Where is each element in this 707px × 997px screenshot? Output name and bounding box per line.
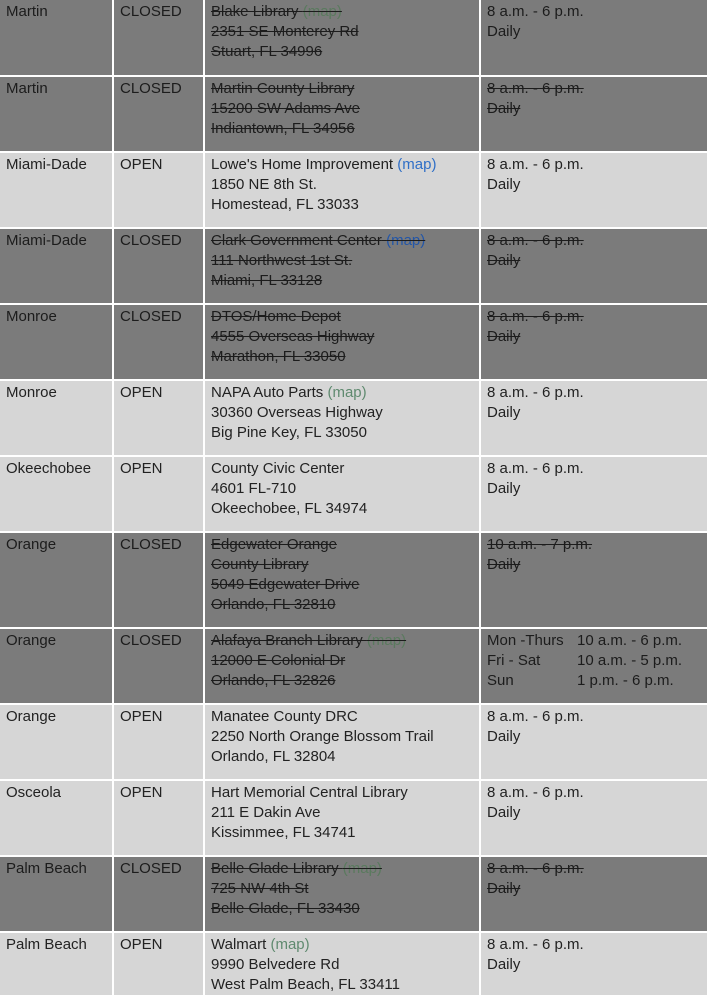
address-line: 2351 SE Monterey Rd: [211, 23, 359, 40]
address-line: County Library: [211, 556, 309, 573]
hours-line: Daily: [487, 556, 521, 573]
location-name: NAPA Auto Parts: [211, 384, 324, 401]
county-cell: Palm Beach: [0, 932, 113, 996]
hours-line: 8 a.m. - 6 p.m.: [487, 308, 584, 325]
location-cell: [204, 456, 480, 532]
table-row: [0, 228, 707, 304]
hours-cell: [480, 380, 707, 456]
table-row: [0, 704, 707, 780]
location-name-line: [211, 79, 473, 99]
location-name-line: [211, 307, 473, 327]
map-link[interactable]: (map): [270, 936, 310, 953]
hours-cell: [480, 76, 707, 152]
hours-cell: [480, 304, 707, 380]
table-row: [0, 456, 707, 532]
location-name: Martin County Library: [211, 80, 355, 97]
hours-row: [487, 651, 701, 671]
address-line: West Palm Beach, FL 33411: [211, 976, 400, 993]
location-name: Alafaya Branch Library: [211, 632, 367, 649]
county-cell: Okeechobee: [0, 456, 113, 532]
address-line: 30360 Overseas Highway: [211, 404, 383, 421]
location-name-line: [211, 155, 473, 175]
map-link[interactable]: (map): [302, 3, 342, 20]
hours-cell: [480, 704, 707, 780]
address-line: Orlando, FL 32810: [211, 596, 336, 613]
hours-day: Fri - Sat: [487, 652, 541, 669]
hours-line: Daily: [487, 480, 521, 497]
location-name: Clark Government Center: [211, 232, 382, 249]
address-line: Big Pine Key, FL 33050: [211, 424, 367, 441]
address-line: 4601 FL-710: [211, 480, 297, 497]
location-name-line: [211, 935, 473, 955]
address-line: Miami, FL 33128: [211, 272, 323, 289]
table-row: [0, 628, 707, 704]
location-name: Belle Glade Library: [211, 860, 343, 877]
status-cell: CLOSED: [113, 0, 204, 76]
map-link[interactable]: (map): [342, 860, 382, 877]
table-row: [0, 76, 707, 152]
location-cell: [204, 780, 480, 856]
address-line: Homestead, FL 33033: [211, 196, 359, 213]
county-cell: Osceola: [0, 780, 113, 856]
hours-line: 8 a.m. - 6 p.m.: [487, 936, 584, 953]
county-cell: Martin: [0, 76, 113, 152]
county-cell: Orange: [0, 628, 113, 704]
address-line: 4555 Overseas Highway: [211, 328, 375, 345]
table-row: [0, 380, 707, 456]
hours-line: Daily: [487, 176, 521, 193]
location-name: Walmart: [211, 936, 267, 953]
location-name: Lowe's Home Improvement: [211, 156, 394, 173]
address-line: Orlando, FL 32804: [211, 748, 336, 765]
hours-line: 8 a.m. - 6 p.m.: [487, 384, 584, 401]
table-row: [0, 780, 707, 856]
location-name-line: [211, 859, 473, 879]
hours-cell: [480, 780, 707, 856]
hours-day: Sun: [487, 672, 514, 689]
status-cell: CLOSED: [113, 76, 204, 152]
location-name: Blake Library: [211, 3, 299, 20]
location-name-line: [211, 2, 473, 22]
hours-cell: [480, 532, 707, 628]
location-name-line: [211, 783, 473, 803]
hours-line: Daily: [487, 100, 521, 117]
county-cell: Palm Beach: [0, 856, 113, 932]
map-link[interactable]: (map): [386, 232, 426, 249]
status-cell: OPEN: [113, 932, 204, 996]
county-cell: Orange: [0, 704, 113, 780]
hours-cell: [480, 456, 707, 532]
location-cell: [204, 932, 480, 996]
address-line: 2250 North Orange Blossom Trail: [211, 728, 434, 745]
table-row: [0, 304, 707, 380]
hours-cell: [480, 228, 707, 304]
hours-line: 8 a.m. - 6 p.m.: [487, 3, 584, 20]
hours-time: 1 p.m. - 6 p.m.: [577, 672, 674, 689]
location-cell: [204, 704, 480, 780]
status-cell: CLOSED: [113, 532, 204, 628]
hours-line: Daily: [487, 880, 521, 897]
hours-line: 10 a.m. - 7 p.m.: [487, 536, 593, 553]
table-row: [0, 152, 707, 228]
hours-day: Mon -Thurs: [487, 632, 564, 649]
hours-line: 8 a.m. - 6 p.m.: [487, 232, 584, 249]
hours-line: Daily: [487, 404, 521, 421]
county-cell: Monroe: [0, 380, 113, 456]
location-cell: [204, 76, 480, 152]
hours-time: 10 a.m. - 6 p.m.: [577, 632, 683, 649]
address-line: Kissimmee, FL 34741: [211, 824, 356, 841]
location-name: DTOS/Home Depot: [211, 308, 341, 325]
status-cell: CLOSED: [113, 856, 204, 932]
location-cell: [204, 856, 480, 932]
location-name-line: [211, 231, 473, 251]
hours-line: 8 a.m. - 6 p.m.: [487, 156, 584, 173]
location-name: Manatee County DRC: [211, 708, 358, 725]
status-cell: OPEN: [113, 780, 204, 856]
county-cell: Monroe: [0, 304, 113, 380]
hours-line: Daily: [487, 804, 521, 821]
hours-cell: [480, 0, 707, 76]
location-name-line: [211, 383, 473, 403]
location-name-line: [211, 459, 473, 479]
hours-cell: [480, 152, 707, 228]
status-cell: CLOSED: [113, 304, 204, 380]
hours-cell: [480, 856, 707, 932]
county-cell: Martin: [0, 0, 113, 76]
table-row: [0, 856, 707, 932]
status-cell: CLOSED: [113, 628, 204, 704]
status-cell: OPEN: [113, 704, 204, 780]
address-line: Indiantown, FL 34956: [211, 120, 355, 137]
address-line: Marathon, FL 33050: [211, 348, 346, 365]
address-line: 5049 Edgewater Drive: [211, 576, 360, 593]
location-cell: [204, 304, 480, 380]
hours-row: [487, 671, 701, 691]
location-cell: [204, 628, 480, 704]
address-line: 1850 NE 8th St.: [211, 176, 317, 193]
hours-line: 8 a.m. - 6 p.m.: [487, 708, 584, 725]
hours-line: Daily: [487, 728, 521, 745]
location-name-line: [211, 631, 473, 651]
county-cell: Miami-Dade: [0, 152, 113, 228]
hours-line: 8 a.m. - 6 p.m.: [487, 80, 584, 97]
location-cell: [204, 0, 480, 76]
address-line: Stuart, FL 34996: [211, 43, 323, 60]
address-line: 12000 E Colonial Dr: [211, 652, 346, 669]
status-cell: CLOSED: [113, 228, 204, 304]
location-cell: [204, 532, 480, 628]
address-line: 15200 SW Adams Ave: [211, 100, 360, 117]
location-name-line: [211, 535, 473, 555]
hours-cell: [480, 628, 707, 704]
address-line: 211 E Dakin Ave: [211, 804, 321, 821]
hours-time: 10 a.m. - 5 p.m.: [577, 652, 683, 669]
location-cell: [204, 152, 480, 228]
table-row: [0, 932, 707, 996]
status-cell: OPEN: [113, 380, 204, 456]
address-line: Okeechobee, FL 34974: [211, 500, 368, 517]
hours-cell: [480, 932, 707, 996]
location-name: County Civic Center: [211, 460, 345, 477]
location-name-line: [211, 707, 473, 727]
location-name: Hart Memorial Central Library: [211, 784, 408, 801]
hours-line: Daily: [487, 252, 521, 269]
address-line: 725 NW 4th St: [211, 880, 309, 897]
hours-row: [487, 631, 701, 651]
hours-line: 8 a.m. - 6 p.m.: [487, 860, 584, 877]
location-cell: [204, 380, 480, 456]
hours-line: Daily: [487, 956, 521, 973]
hours-line: Daily: [487, 328, 521, 345]
table-row: [0, 532, 707, 628]
table-row: [0, 0, 707, 76]
status-cell: OPEN: [113, 152, 204, 228]
address-line: 111 Northwest 1st St.: [211, 252, 353, 269]
address-line: 9990 Belvedere Rd: [211, 956, 340, 973]
map-link[interactable]: (map): [397, 156, 437, 173]
address-line: Belle Glade, FL 33430: [211, 900, 360, 917]
hours-line: 8 a.m. - 6 p.m.: [487, 460, 584, 477]
location-name: Edgewater Orange: [211, 536, 337, 553]
map-link[interactable]: (map): [366, 632, 407, 649]
county-cell: Orange: [0, 532, 113, 628]
county-cell: Miami-Dade: [0, 228, 113, 304]
hours-line: Daily: [487, 23, 521, 40]
map-link[interactable]: (map): [327, 384, 367, 401]
status-cell: OPEN: [113, 456, 204, 532]
address-line: Orlando, FL 32826: [211, 672, 336, 689]
location-cell: [204, 228, 480, 304]
hours-line: 8 a.m. - 6 p.m.: [487, 784, 584, 801]
